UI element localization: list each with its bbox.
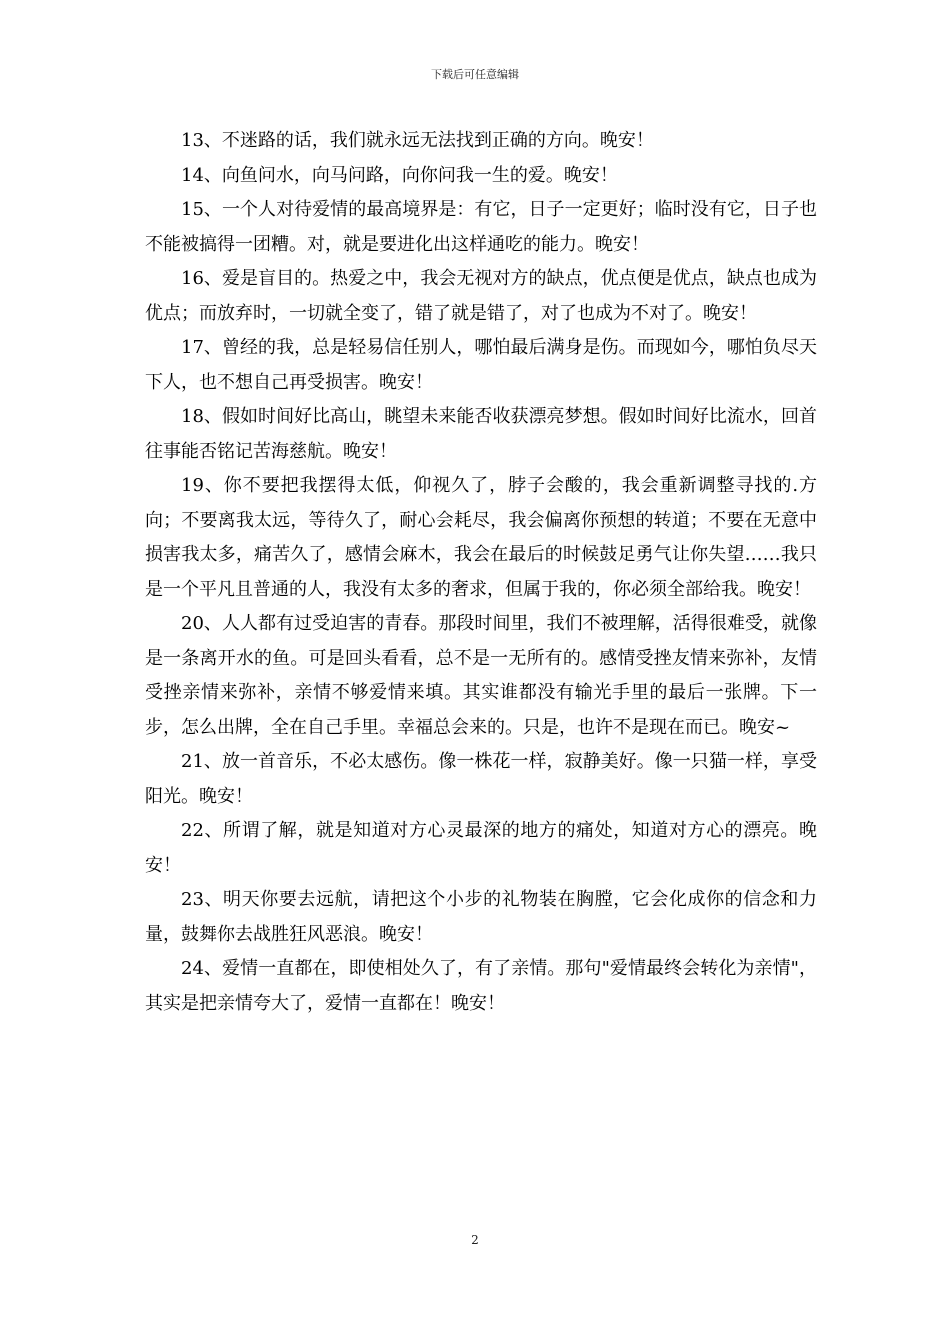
paragraph-16: 16、爱是盲目的。热爱之中，我会无视对方的缺点，优点便是优点，缺点也成为优点；而放弃时，一切就全变了，错了就是错了，对了也成为不对了。晚安！ [145,268,817,324]
paragraph-13: 13、不迷路的话，我们就永远无法找到正确的方向。晚安！ [181,130,654,151]
document-body [145,124,817,1021]
paragraph-19: 19、你不要把我摆得太低，仰视久了，脖子会酸的，我会重新调整寻找的.方向；不要离我太远，等待久了，耐心会耗尽，我会偏离你预想的转道；不要在无意中损害我太多，痛苦久了，感情会麻木，我会在最后的时候鼓足勇气让你失望……我只是一个平凡且普通的人，我没有太多的奢求，但属于我的，你必须全部给我。晚安！ [145,475,817,600]
paragraph-23: 23、明天你要去远航，请把这个小步的礼物装在胸膛，它会化成你的信念和力量，鼓舞你去战胜狂风恶浪。晚安！ [145,889,817,945]
page-header: 下载后可任意编辑 [431,68,519,81]
paragraph-22: 22、所谓了解，就是知道对方心灵最深的地方的痛处，知道对方心的漂亮。晚安！ [145,820,817,876]
paragraph-21: 21、放一首音乐，不必太感伤。像一株花一样，寂静美好。像一只猫一样，享受阳光。晚安！ [145,751,817,807]
paragraph-17: 17、曾经的我，总是轻易信任别人，哪怕最后满身是伤。而现如今，哪怕负尽天下人，也不想自己再受损害。晚安！ [145,337,817,393]
paragraph-15: 15、一个人对待爱情的最高境界是：有它，日子一定更好；临时没有它，日子也不能被搞得一团糟。对，就是要进化出这样通吃的能力。晚安！ [145,199,817,255]
page-number: 2 [471,1233,479,1247]
paragraph-24: 24、爱情一直都在，即使相处久了，有了亲情。那句"爱情最终会转化为亲情"，其实是把亲情夸大了，爱情一直都在！晚安！ [145,958,817,1014]
paragraph-18: 18、假如时间好比高山，眺望未来能否收获漂亮梦想。假如时间好比流水，回首往事能否铭记苦海慈航。晚安！ [145,406,817,462]
paragraph-14: 14、向鱼问水，向马问路，向你问我一生的爱。晚安！ [181,164,618,186]
paragraph-20: 20、人人都有过受迫害的青春。那段时间里，我们不被理解，活得很难受，就像是一条离开水的鱼。可是回头看看，总不是一无所有的。感情受挫友情来弥补，友情受挫亲情来弥补，亲情不够爱情来填。其实谁都没有输光手里的最后一张牌。下一步，怎么出牌，全在自己手里。幸福总会来的。只是，也许不是现在而已。晚安~ [145,613,817,738]
